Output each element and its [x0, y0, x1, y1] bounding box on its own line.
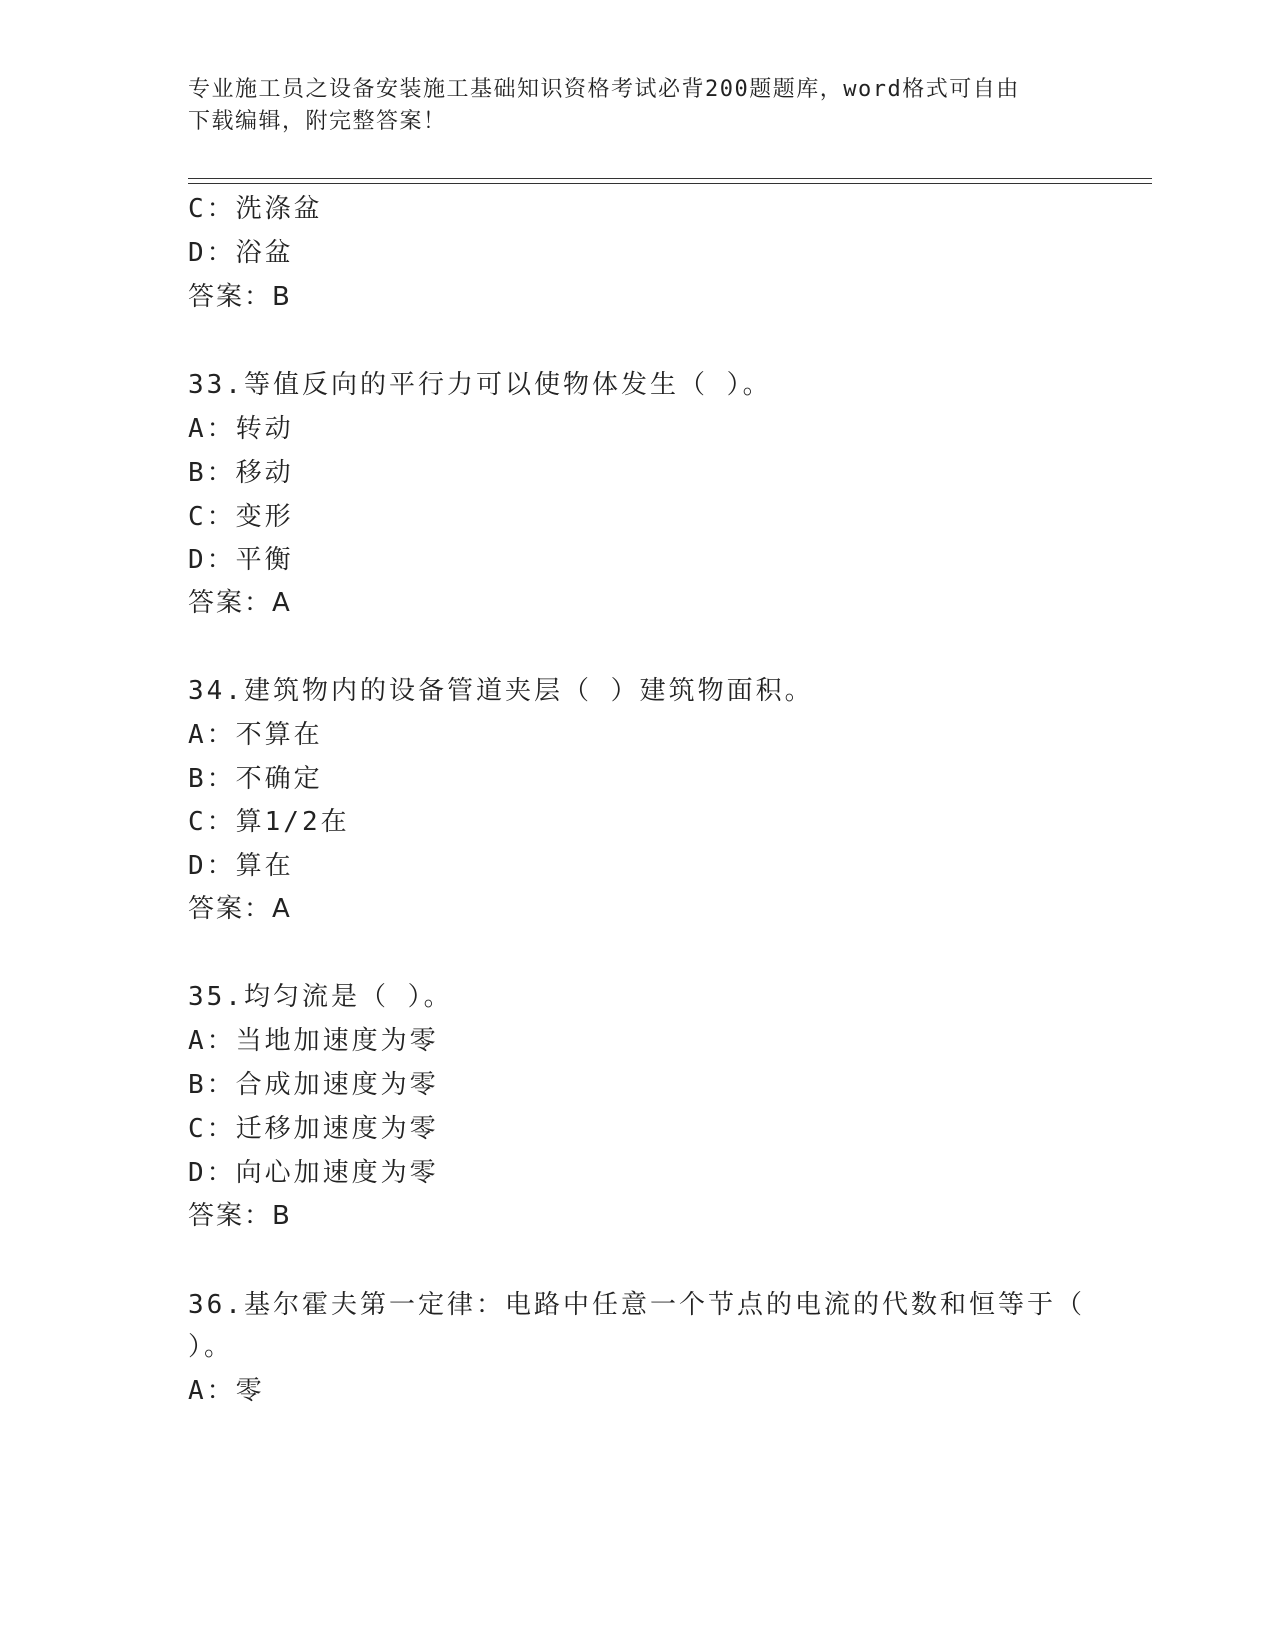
option-c: C：算1/2在: [188, 807, 350, 837]
answer-line: 答案：A: [188, 588, 292, 618]
option-a: A：当地加速度为零: [188, 1026, 439, 1056]
header-divider-bottom: [188, 183, 1152, 184]
option-b: B：合成加速度为零: [188, 1070, 439, 1100]
option-d: D：算在: [188, 851, 294, 881]
document-header: [188, 74, 1088, 138]
question-35: 35.均匀流是（ ）。: [188, 982, 453, 1012]
option-b: B：移动: [188, 458, 294, 488]
option-d: D：向心加速度为零: [188, 1158, 439, 1188]
option-b: B：不确定: [188, 764, 323, 794]
header-line-2: 下载编辑，附完整答案！: [188, 109, 447, 134]
question-36-continuation: ）。: [188, 1332, 234, 1362]
option-c: C：洗涤盆: [188, 194, 323, 224]
option-a: A：转动: [188, 414, 294, 444]
question-36: 36.基尔霍夫第一定律：电路中任意一个节点的电流的代数和恒等于（: [188, 1290, 1085, 1320]
option-a: A：零: [188, 1376, 265, 1406]
option-d: D：浴盆: [188, 238, 294, 268]
option-a: A：不算在: [188, 720, 323, 750]
option-c: C：变形: [188, 502, 294, 532]
answer-line: 答案：B: [188, 1201, 292, 1231]
question-34: 34.建筑物内的设备管道夹层（ ）建筑物面积。: [188, 676, 814, 706]
option-c: C：迁移加速度为零: [188, 1114, 439, 1144]
header-line-1: 专业施工员之设备安装施工基础知识资格考试必背200题题库，word格式可自由: [188, 77, 1020, 102]
question-33: 33.等值反向的平行力可以使物体发生（ ）。: [188, 370, 772, 400]
answer-line: 答案：B: [188, 282, 292, 312]
option-d: D：平衡: [188, 545, 294, 575]
header-divider-top: [188, 178, 1152, 179]
answer-line: 答案：A: [188, 894, 292, 924]
